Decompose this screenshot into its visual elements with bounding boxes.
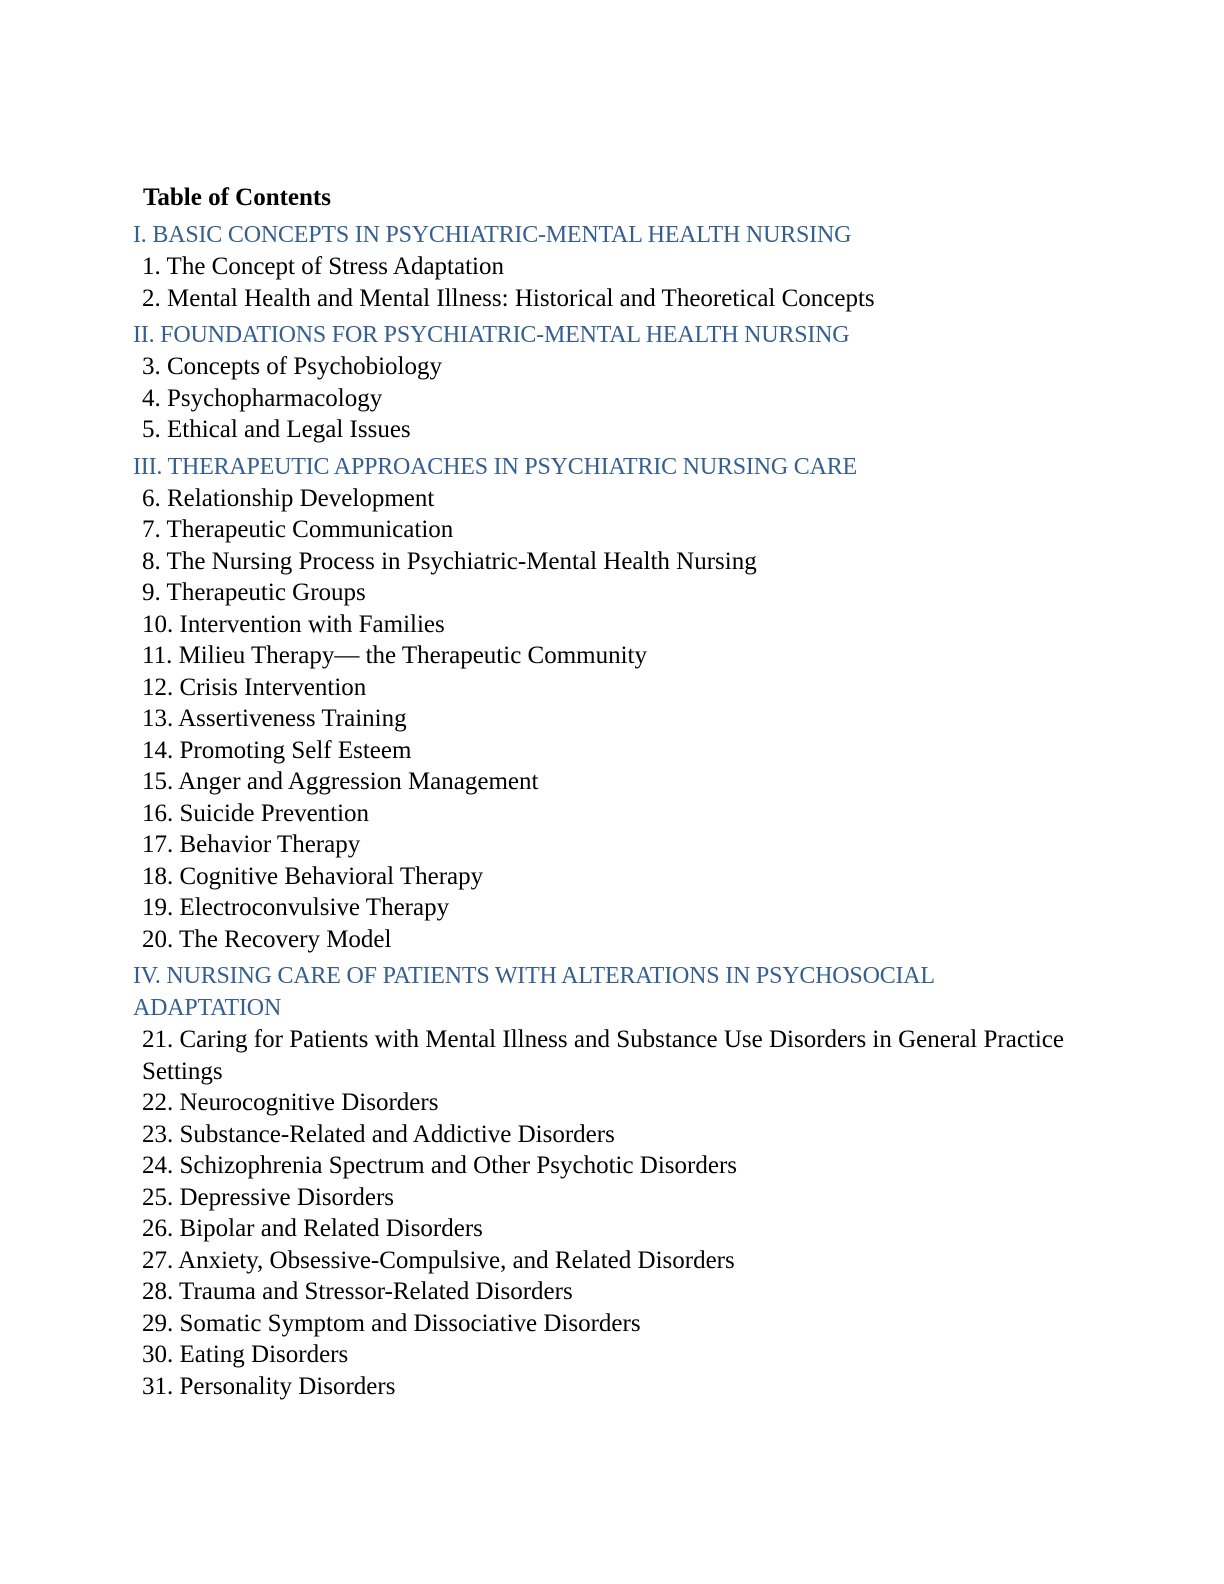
table-of-contents (133, 219, 1094, 1402)
toc-item: 15. Anger and Aggression Management (142, 768, 539, 795)
page-title: Table of Contents (143, 184, 331, 211)
toc-item: 28. Trauma and Stressor-Related Disorders (142, 1278, 573, 1305)
toc-item: 2. Mental Health and Mental Illness: Historical and Theoretical Concepts (142, 284, 875, 312)
toc-item: 23. Substance-Related and Addictive Disorders (142, 1120, 615, 1148)
toc-item: 4. Psychopharmacology (142, 384, 383, 412)
toc-item: 18. Cognitive Behavioral Therapy (142, 862, 484, 890)
toc-item: 1. The Concept of Stress Adaptation (142, 253, 504, 280)
toc-item: 27. Anxiety, Obsessive-Compulsive, and Related Disorders (142, 1246, 735, 1274)
section-heading: IV. NURSING CARE OF PATIENTS WITH ALTERATIONS IN PSYCHOSOCIAL ADAPTATION (133, 963, 934, 1021)
toc-item: 31. Personality Disorders (142, 1372, 396, 1400)
toc-item: 10. Intervention with Families (142, 610, 445, 638)
section-heading: II. FOUNDATIONS FOR PSYCHIATRIC-MENTAL HEALTH NURSING (133, 322, 850, 348)
toc-item: 16. Suicide Prevention (142, 799, 370, 827)
section-heading: I. BASIC CONCEPTS IN PSYCHIATRIC-MENTAL HEALTH NURSING (133, 222, 852, 248)
toc-item: 30. Eating Disorders (142, 1341, 349, 1368)
toc-item: 8. The Nursing Process in Psychiatric-Mental Health Nursing (142, 547, 757, 575)
toc-item: 7. Therapeutic Communication (142, 516, 454, 543)
toc-item: 24. Schizophrenia Spectrum and Other Psychotic Disorders (142, 1152, 738, 1179)
section-heading: III. THERAPEUTIC APPROACHES IN PSYCHIATRIC NURSING CARE (133, 453, 857, 480)
toc-item: 25. Depressive Disorders (142, 1183, 395, 1211)
toc-item: 3. Concepts of Psychobiology (142, 353, 442, 380)
toc-item: 22. Neurocognitive Disorders (142, 1089, 439, 1116)
toc-item: 13. Assertiveness Training (142, 705, 407, 732)
toc-item: 6. Relationship Development (142, 484, 435, 512)
toc-item: 14. Promoting Self Esteem (142, 736, 412, 764)
toc-item: 12. Crisis Intervention (142, 673, 367, 701)
toc-item: 9. Therapeutic Groups (142, 579, 366, 606)
toc-item: 11. Milieu Therapy— the Therapeutic Community (142, 642, 647, 669)
toc-item: 26. Bipolar and Related Disorders (142, 1215, 483, 1242)
toc-item: 19. Electroconvulsive Therapy (142, 894, 450, 921)
toc-item: 29. Somatic Symptom and Dissociative Disorders (142, 1309, 641, 1337)
toc-item: 21. Caring for Patients with Mental Illness and Substance Use Disorders in General Practice Settings (142, 1026, 1064, 1085)
toc-item: 17. Behavior Therapy (142, 831, 361, 858)
toc-item: 5. Ethical and Legal Issues (142, 416, 411, 443)
toc-item: 20. The Recovery Model (142, 925, 392, 953)
